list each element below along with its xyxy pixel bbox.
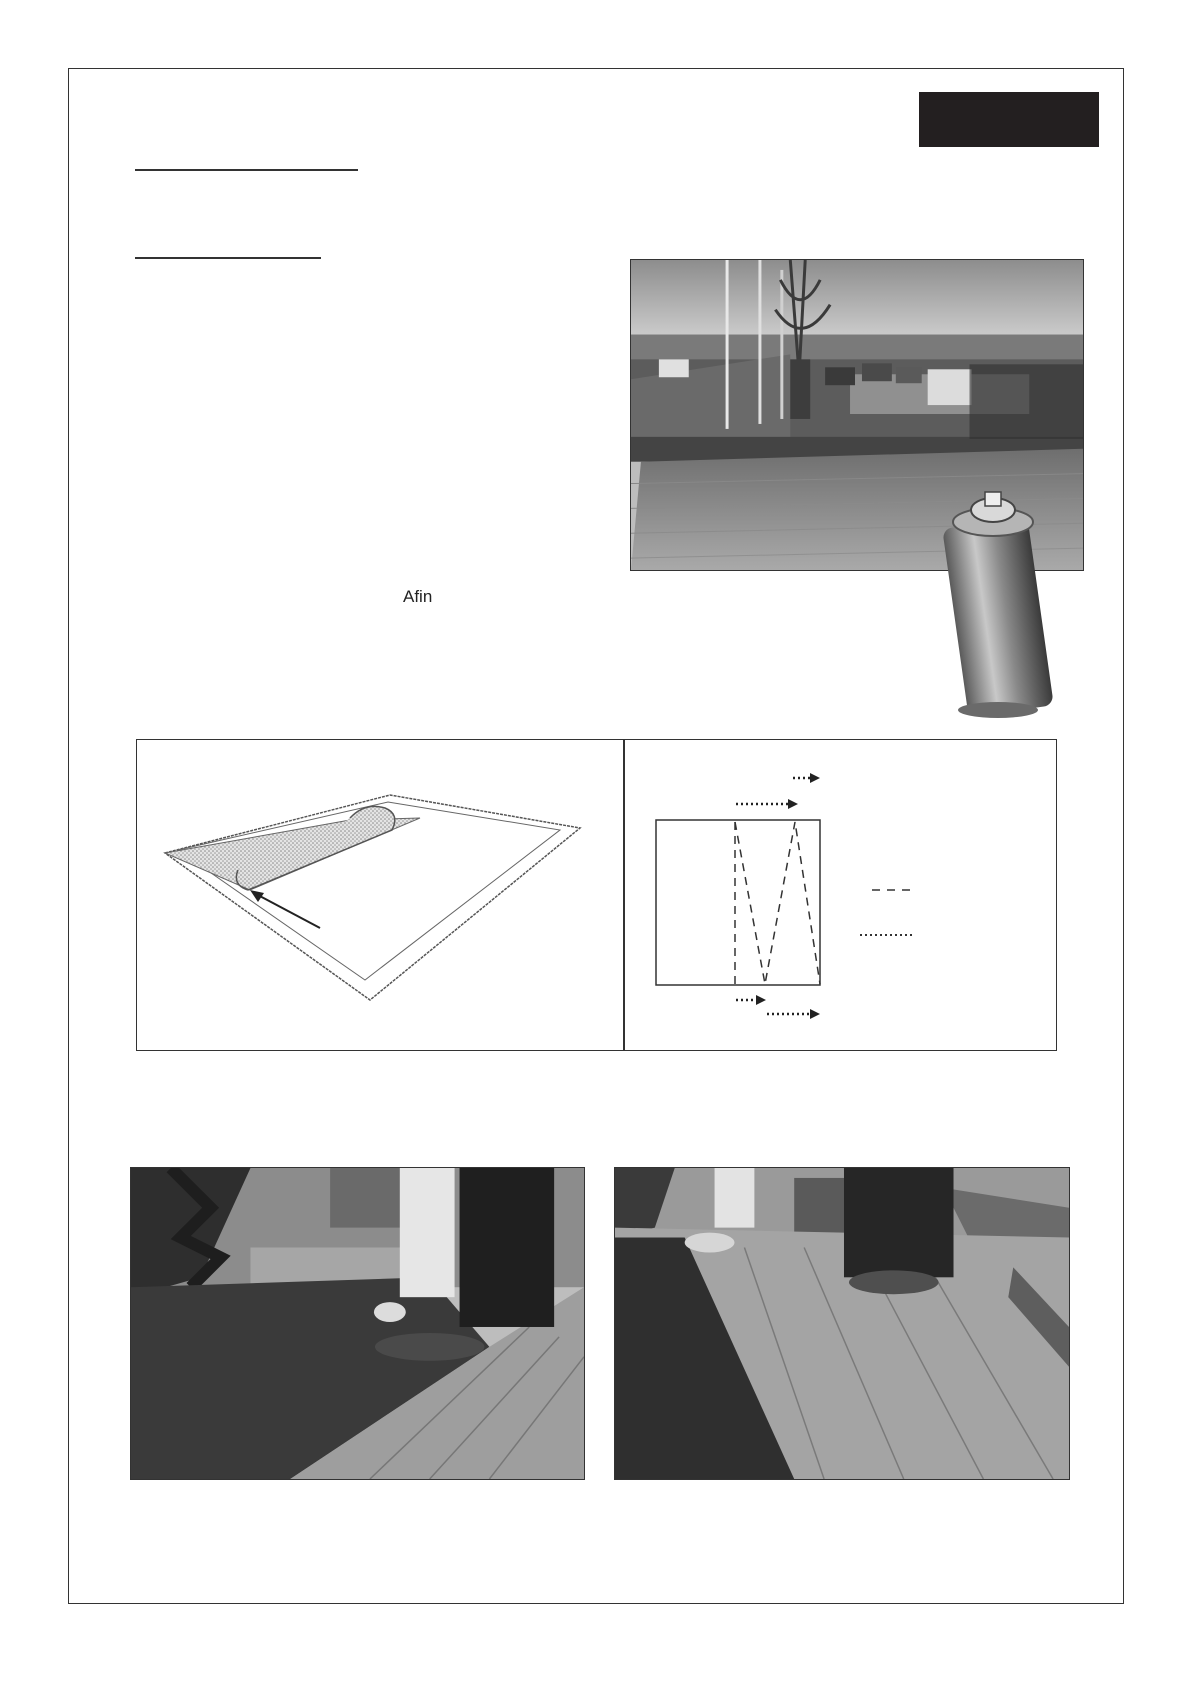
afin-text: Afin: [403, 587, 433, 606]
spray-pattern-diagram: [630, 760, 1040, 1020]
arrow-right-icon: [736, 995, 766, 1005]
arrow-right-icon: [767, 1009, 820, 1019]
diagram-divider: [623, 739, 625, 1051]
heading-underline-2: [135, 257, 321, 259]
photo-applying-membrane-right: [614, 1167, 1070, 1480]
spray-can-icon: [943, 482, 1058, 722]
section-tab-block: [919, 92, 1099, 147]
membrane-roll-icon: [160, 790, 590, 1010]
heading-underline-1: [135, 169, 358, 171]
arrow-right-icon: [736, 799, 798, 809]
arrow-right-icon: [793, 773, 820, 783]
photo-applying-membrane-left: [130, 1167, 585, 1480]
